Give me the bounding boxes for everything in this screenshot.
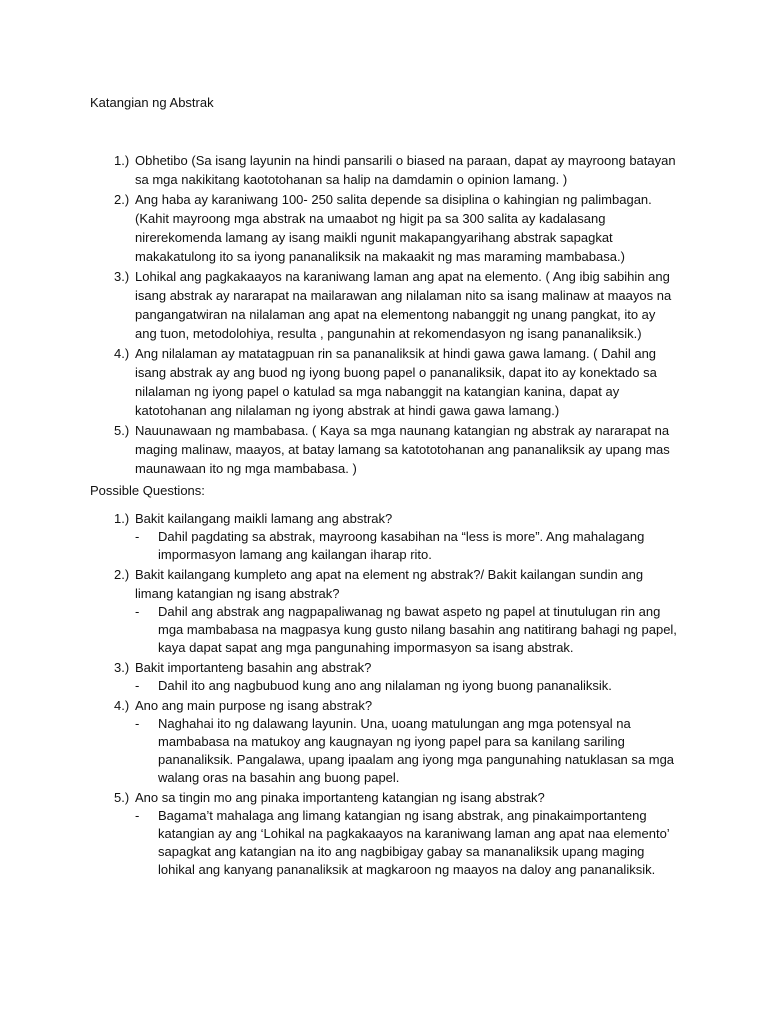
answer-dash: - <box>135 678 140 693</box>
question-number: 3.) <box>114 660 130 675</box>
criteria-text: Ang haba ay karaniwang 100- 250 salita depende sa disiplina o kahingian ng palimbagan. (Kahit mayroong mga abstrak na umaabot ng higit pa sa 300 salita ay kadalasang nirerekomenda lamang ay isang maikli ngunit makapangyarihang abstrak sapagkat makakatulong ito sa iyong pananaliksik na makaakit ng mas maraming mambabasa.) <box>135 192 652 264</box>
questions-list <box>0 509 768 880</box>
criteria-text: Lohikal ang pagkakaayos na karaniwang laman ang apat na elemento. ( Ang ibig sabihin ang isang abstrak ay nararapat na mailarawan ang nilalaman nito sa isang malinaw at maayos na pangangatwiran na nilalaman ang apat na elementong nabanggit ng unang pangkat, ito ay ang tuon, metodolohiya, resulta , pangunahin at rekomendasyon ng isang pananaliksik.) <box>135 269 672 341</box>
question-item <box>0 658 768 695</box>
answer-dash: - <box>135 808 140 823</box>
criteria-text: Obhetibo (Sa isang layunin na hindi pansarili o biased na paraan, dapat ay mayroong batayan sa mga nakikitang kaototohanan sa halip na damdamin o opinion lamang. ) <box>135 153 676 187</box>
question-item <box>0 509 768 564</box>
question-item <box>0 788 768 879</box>
answer-text: Dahil ang abstrak ang nagpapaliwanag ng bawat aspeto ng papel at tinutulugan rin ang mga mambabasa na magpasya kung gusto nilang basahin ang natitirang bahagi ng papel, kaya dapat sapat ang mga pangunahing impormasyon sa isang abstrak. <box>158 604 677 655</box>
criteria-number: 2.) <box>114 192 130 207</box>
criteria-text: Nauunawaan ng mambabasa. ( Kaya sa mga naunang katangian ng abstrak ay nararapat na maging malinaw, maayos, at batay lamang sa katototohanan ang pananaliksik ay upang mas maunawaan ito ng mga mambabasa. ) <box>135 423 670 476</box>
question-number: 4.) <box>114 698 130 713</box>
questions-heading: Possible Questions: <box>90 483 205 498</box>
question-text: Ano sa tingin mo ang pinaka importanteng katangian ng isang abstrak? <box>135 790 545 805</box>
document-title: Katangian ng Abstrak <box>90 95 214 110</box>
answer-block <box>0 715 768 787</box>
answer-text: Dahil ito ang nagbubuod kung ano ang nilalaman ng iyong buong pananaliksik. <box>158 678 612 693</box>
answer-text: Naghahai ito ng dalawang layunin. Una, uoang matulungan ang mga potensyal na mambabasa na matukoy ang kaugnayan ng iyong papel para sa kanilang sariling pananaliksik. Pangalawa, upang ipaalam ang iyong mga pangunahing natuklasan sa mga walang oras na basahin ang buong papel. <box>158 716 675 785</box>
question-text: Bakit kailangang kumpleto ang apat na element ng abstrak?/ Bakit kailangan sundin ang limang katangian ng isang abstrak? <box>135 567 644 601</box>
answer-block <box>0 603 768 657</box>
criteria-list <box>0 151 768 479</box>
answer-text: Dahil pagdating sa abstrak, mayroong kasabihan na “less is more”. Ang mahalagang impormasyon lamang ang kailangan iharap rito. <box>158 529 645 562</box>
criteria-item <box>0 267 768 343</box>
criteria-number: 3.) <box>114 269 130 284</box>
question-text: Bakit kailangang maikli lamang ang abstrak? <box>135 511 393 526</box>
question-text: Ano ang main purpose ng isang abstrak? <box>135 698 373 713</box>
criteria-number: 4.) <box>114 346 130 361</box>
answer-block <box>0 528 768 564</box>
question-number: 1.) <box>114 511 130 526</box>
question-text: Bakit importanteng basahin ang abstrak? <box>135 660 372 675</box>
answer-text: Bagama’t mahalaga ang limang katangian ng isang abstrak, ang pinakaimportanteng katangian ay ang ‘Lohikal na pagkakaayos na karaniwang laman ang apat naa elemento’ sapagkat ang katangian na ito ang nagbibigay gabay sa mananaliksik upang maging lohikal ang kanyang pananaliksik at magkaroon ng maayos na daloy ang pananaliksik. <box>158 808 670 877</box>
criteria-number: 5.) <box>114 423 130 438</box>
answer-block <box>0 677 768 695</box>
criteria-text: Ang nilalaman ay matatagpuan rin sa pananaliksik at hindi gawa gawa lamang. ( Dahil ang isang abstrak ay ang buod ng iyong buong papel o pananaliksik, dapat ito ay konektado sa nilalaman ng iyong papel o katulad sa mga nabanggit na katangian kanina, dapat ay katotohanan ang nilalaman ng iyong abstrak at hindi gawa gawa lamang.) <box>135 346 657 418</box>
question-number: 5.) <box>114 790 130 805</box>
criteria-number: 1.) <box>114 153 130 168</box>
answer-dash: - <box>135 604 140 619</box>
question-item <box>0 565 768 657</box>
question-item <box>0 696 768 787</box>
answer-dash: - <box>135 716 140 731</box>
criteria-item <box>0 151 768 189</box>
criteria-item <box>0 421 768 478</box>
question-number: 2.) <box>114 567 130 582</box>
criteria-item <box>0 190 768 266</box>
criteria-item <box>0 344 768 420</box>
answer-block <box>0 807 768 879</box>
answer-dash: - <box>135 529 140 544</box>
